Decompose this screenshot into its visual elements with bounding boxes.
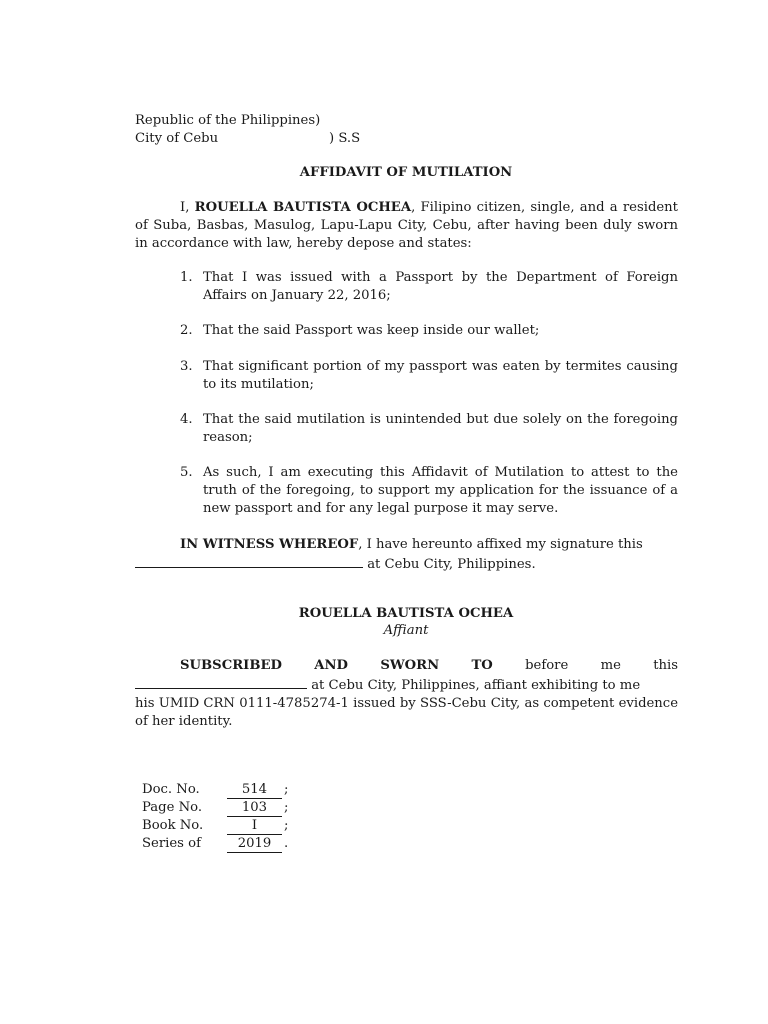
jurat-remaining-text: his UMID CRN 0111-4785274-1 issued by SSS-Cebu City, as competent evidence of her identity.	[135, 696, 678, 729]
intro-text: , Filipino citizen, single, and a resident of Suba, Basbas, Masulog, Lapu-Lapu City, Cebu, after having been duly sworn in accordance with law, hereby depose and states:	[135, 200, 678, 251]
document-title: AFFIDAVIT OF MUTILATION	[299, 165, 513, 180]
list-item-text: That significant portion of my passport was eaten by termites causing to its mutilation;	[203, 359, 678, 392]
date-blank-line	[135, 554, 363, 568]
jurat-first-line	[135, 657, 678, 675]
notarial-punct: ;	[284, 800, 289, 815]
notarial-label: Book No.	[142, 818, 204, 833]
venue-ss: ) S.S	[329, 131, 361, 146]
venue-city: City of Cebu	[135, 131, 219, 146]
notarial-value: 514	[227, 781, 282, 799]
witness-paragraph	[135, 536, 678, 574]
list-item-number: 4.	[180, 412, 193, 427]
notarial-label: Page No.	[142, 800, 203, 815]
list-item-number: 5.	[180, 465, 193, 480]
notarial-punct: ;	[284, 818, 289, 833]
affiant-name-inline: ROUELLA BAUTISTA OCHEA	[194, 200, 412, 215]
venue-block	[135, 112, 361, 148]
jurat-word: SUBSCRIBED	[180, 658, 282, 673]
list-item-text: That the said Passport was keep inside our wallet;	[203, 323, 540, 338]
notarial-punct: .	[284, 836, 289, 851]
jurat-word: this	[653, 658, 678, 673]
witness-place: at Cebu City, Philippines.	[363, 557, 536, 572]
notarial-label: Series of	[142, 836, 201, 851]
witness-heading: IN WITNESS WHEREOF	[180, 537, 359, 552]
intro-prefix: I,	[180, 200, 195, 215]
jurat-word: before	[525, 658, 569, 673]
list-item-text: That the said mutilation is unintended but due solely on the foregoing reason;	[203, 412, 678, 445]
venue-country: Republic of the Philippines)	[135, 113, 321, 128]
list-item-number: 2.	[180, 323, 193, 338]
jurat-paragraph	[135, 657, 678, 731]
venue-city-row	[135, 130, 361, 148]
jurat-word: me	[600, 658, 621, 673]
list-item-text: That I was issued with a Passport by the Department of Foreign Affairs on January 22, 2016;	[203, 270, 678, 303]
witness-text: , I have hereunto affixed my signature this	[358, 537, 643, 552]
date-blank-line	[135, 675, 307, 689]
notarial-value: 2019	[227, 835, 282, 853]
list-item-number: 3.	[180, 359, 193, 374]
affiant-role: Affiant	[383, 623, 429, 638]
jurat-word: SWORN	[380, 658, 440, 673]
intro-paragraph	[135, 199, 678, 253]
jurat-text: at Cebu City, Philippines, affiant exhibiting to me	[307, 678, 641, 693]
notarial-value: I	[227, 817, 282, 835]
list-item-number: 1.	[180, 270, 193, 285]
notarial-value: 103	[227, 799, 282, 817]
jurat-word: TO	[471, 658, 493, 673]
jurat-word: AND	[314, 658, 348, 673]
notarial-label: Doc. No.	[142, 782, 200, 797]
notarial-punct: ;	[284, 782, 289, 797]
jurat-second-line	[135, 675, 678, 695]
affiant-name: ROUELLA BAUTISTA OCHEA	[298, 606, 514, 621]
list-item-text: As such, I am executing this Affidavit of Mutilation to attest to the truth of the foregoing, to support my application for the issuance of a new passport and for any legal purpose it may serve.	[203, 465, 678, 516]
